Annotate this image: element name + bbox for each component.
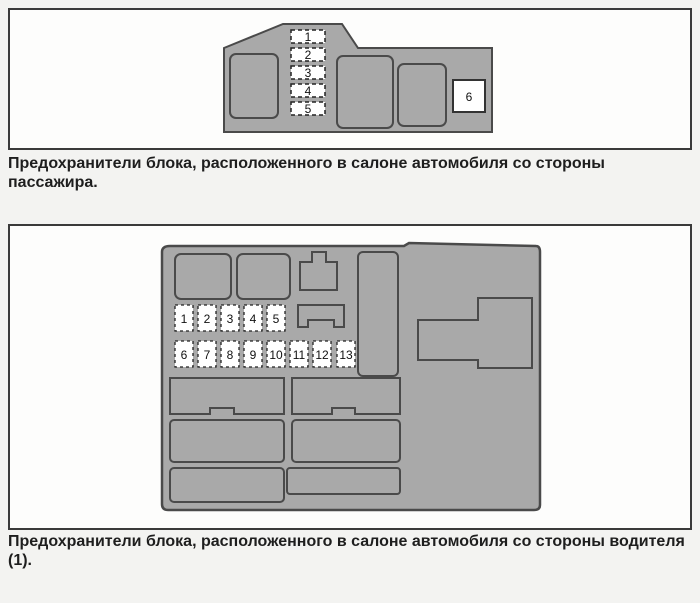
driver-fuse-label: 6 [180, 348, 188, 362]
driver-socket-3 [170, 420, 284, 462]
passenger-fuse-label: 3 [304, 66, 312, 80]
driver-socket-5 [170, 468, 284, 502]
driver-fuse-label: 9 [249, 348, 257, 362]
driver-fuse-label: 5 [272, 312, 280, 326]
driver-fuse-label: 11 [292, 348, 306, 362]
driver-fuse-label: 13 [339, 348, 353, 362]
passenger-relay-6-label: 6 [465, 90, 473, 104]
driver-socket-1 [170, 378, 284, 414]
passenger-fuse-label: 5 [304, 102, 312, 116]
passenger-caption: Предохранители блока, расположенного в салоне автомобиля со стороны пассажира. [8, 155, 605, 191]
passenger-fuse-label: 2 [304, 48, 312, 62]
driver-fuse-label: 10 [269, 348, 283, 362]
passenger-fuse-label: 1 [304, 30, 312, 44]
passenger-relay-center [337, 56, 393, 128]
driver-fuse-label: 12 [315, 348, 329, 362]
driver-fuse-label: 4 [249, 312, 257, 326]
driver-fuse-label: 8 [226, 348, 234, 362]
driver-fuse-label: 7 [203, 348, 211, 362]
driver-relay-4 [358, 252, 398, 376]
passenger-relay-left [230, 54, 278, 118]
driver-fuse-label: 1 [180, 312, 188, 326]
driver-fuse-label: 2 [203, 312, 211, 326]
driver-fuse-label: 3 [226, 312, 234, 326]
driver-socket-6 [287, 468, 400, 494]
driver-relay-2 [237, 254, 290, 299]
passenger-relay-right [398, 64, 446, 126]
driver-relay-1 [175, 254, 231, 299]
driver-socket-4 [292, 420, 400, 462]
passenger-fuse-label: 4 [304, 84, 312, 98]
driver-caption: Предохранители блока, расположенного в салоне автомобиля со стороны водителя (1). [8, 533, 685, 569]
driver-socket-2 [292, 378, 400, 414]
